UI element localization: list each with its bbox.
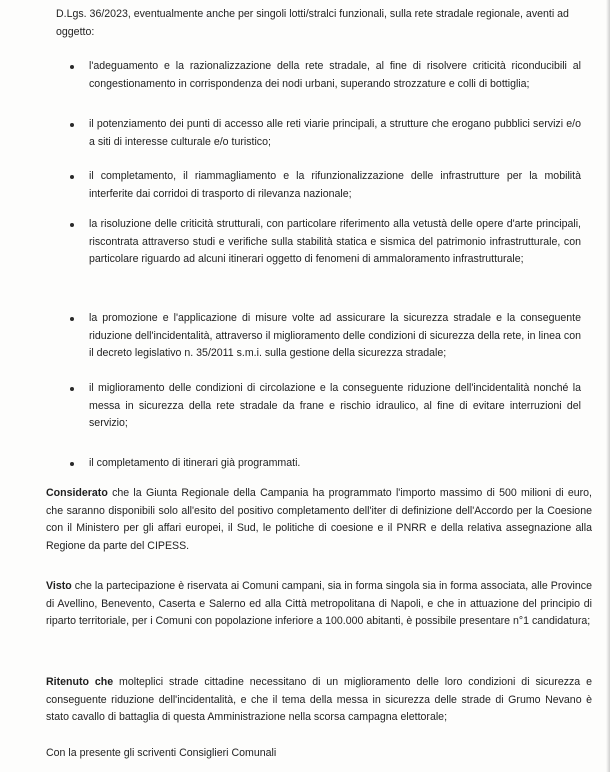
scan-edge-shadow bbox=[606, 0, 610, 772]
bullet-text: la promozione e l'applicazione di misure volte ad assicurare la sicurezza stradale e la conseguente riduzione dell'incidentalità, attraverso il miglioramento delle condizioni di sicurezza della rete, in linea con il decreto legislativo n. 35/2011 s.m.i. sulla gestione della sicurezza stradale; bbox=[89, 312, 581, 360]
bullet-dot-icon bbox=[70, 317, 74, 321]
intro-text: D.Lgs. 36/2023, eventualmente anche per singoli lotti/stralci funzionali, sulla rete stradale regionale, aventi ad oggetto: bbox=[56, 8, 569, 38]
bullet-text: la risoluzione delle criticità strutturali, con particolare riferimento alla vetustà delle opere d'arte principali, riscontrata attraverso studi e verifiche sulla stabilità statica e sismica del patrimonio infrastrutturale, con particolare riguardo ad alcuni itinerari oggetto di fenomeni di ammaloramento infrastrutturale; bbox=[89, 218, 581, 266]
bullet-text: l'adeguamento e la razionalizzazione della rete stradale, al fine di risolvere criticità riconducibili al congestionamento in corrispondenza dei nodi urbani, superando strozzature e colli di bottiglia; bbox=[89, 60, 581, 90]
bullet-dot-icon bbox=[70, 223, 74, 227]
bullet-dot-icon bbox=[70, 123, 74, 127]
visto-text: che la partecipazione è riservata ai Comuni campani, sia in forma singola sia in forma associata, alle Province di Avellino, Benevento, Caserta e Salerno ed alla Città metropolitana di Napoli, e che in attuazione del principio di riparto territoriale, per i Comuni con popolazione inferiore a 100.000 abitanti, è possibile presentare n°1 candidatura; bbox=[46, 580, 592, 628]
bullet-text: il potenziamento dei punti di accesso alle reti viarie principali, a strutture che erogano pubblici servizi e/o a siti di interesse culturale e/o turistico; bbox=[89, 118, 581, 148]
bullet-dot-icon bbox=[70, 387, 74, 391]
considerato-lead: Considerato bbox=[46, 487, 108, 499]
ritenuto-paragraph bbox=[46, 674, 592, 727]
visto-lead: Visto bbox=[46, 580, 72, 592]
bullet-dot-icon bbox=[70, 65, 74, 69]
considerato-paragraph bbox=[46, 485, 592, 555]
closing-text: Con la presente gli scriventi Consiglieri Comunali bbox=[46, 747, 277, 759]
ritenuto-lead: Ritenuto che bbox=[46, 676, 114, 688]
ritenuto-text: molteplici strade cittadine necessitano di un miglioramento delle loro condizioni di sicurezza e conseguente riduzione dell'incidentalità, e che il tema della messa in sicurezza delle strade di Grumo Nevano è stato cavallo di battaglia di questa Amministrazione nella scorsa campagna elettorale; bbox=[46, 676, 592, 724]
bullet-dot-icon bbox=[70, 462, 74, 466]
visto-paragraph bbox=[46, 578, 592, 631]
bullet-dot-icon bbox=[70, 175, 74, 179]
bullet-text: il completamento di itinerari già programmati. bbox=[89, 457, 301, 469]
considerato-text: che la Giunta Regionale della Campania ha programmato l'importo massimo di 500 milioni di euro, che saranno disponibili solo all'esito del positivo completamento dell'iter di definizione dell'Accordo per la Coesione con il Ministero per gli affari europei, il Sud, le politiche di coesione e il PNRR e della relativa assegnazione alla Regione da parte del CIPESS. bbox=[46, 487, 592, 552]
bullet-text: il miglioramento delle condizioni di circolazione e la conseguente riduzione dell'incidentalità nonché la messa in sicurezza della rete stradale da frane e rischio idraulico, al fine di evitare interruzioni del servizio; bbox=[89, 382, 581, 430]
bullet-text: il completamento, il riammagliamento e la rifunzionalizzazione delle infrastrutture per la mobilità interferite dai corridoi di trasporto di rilevanza nazionale; bbox=[89, 170, 581, 200]
